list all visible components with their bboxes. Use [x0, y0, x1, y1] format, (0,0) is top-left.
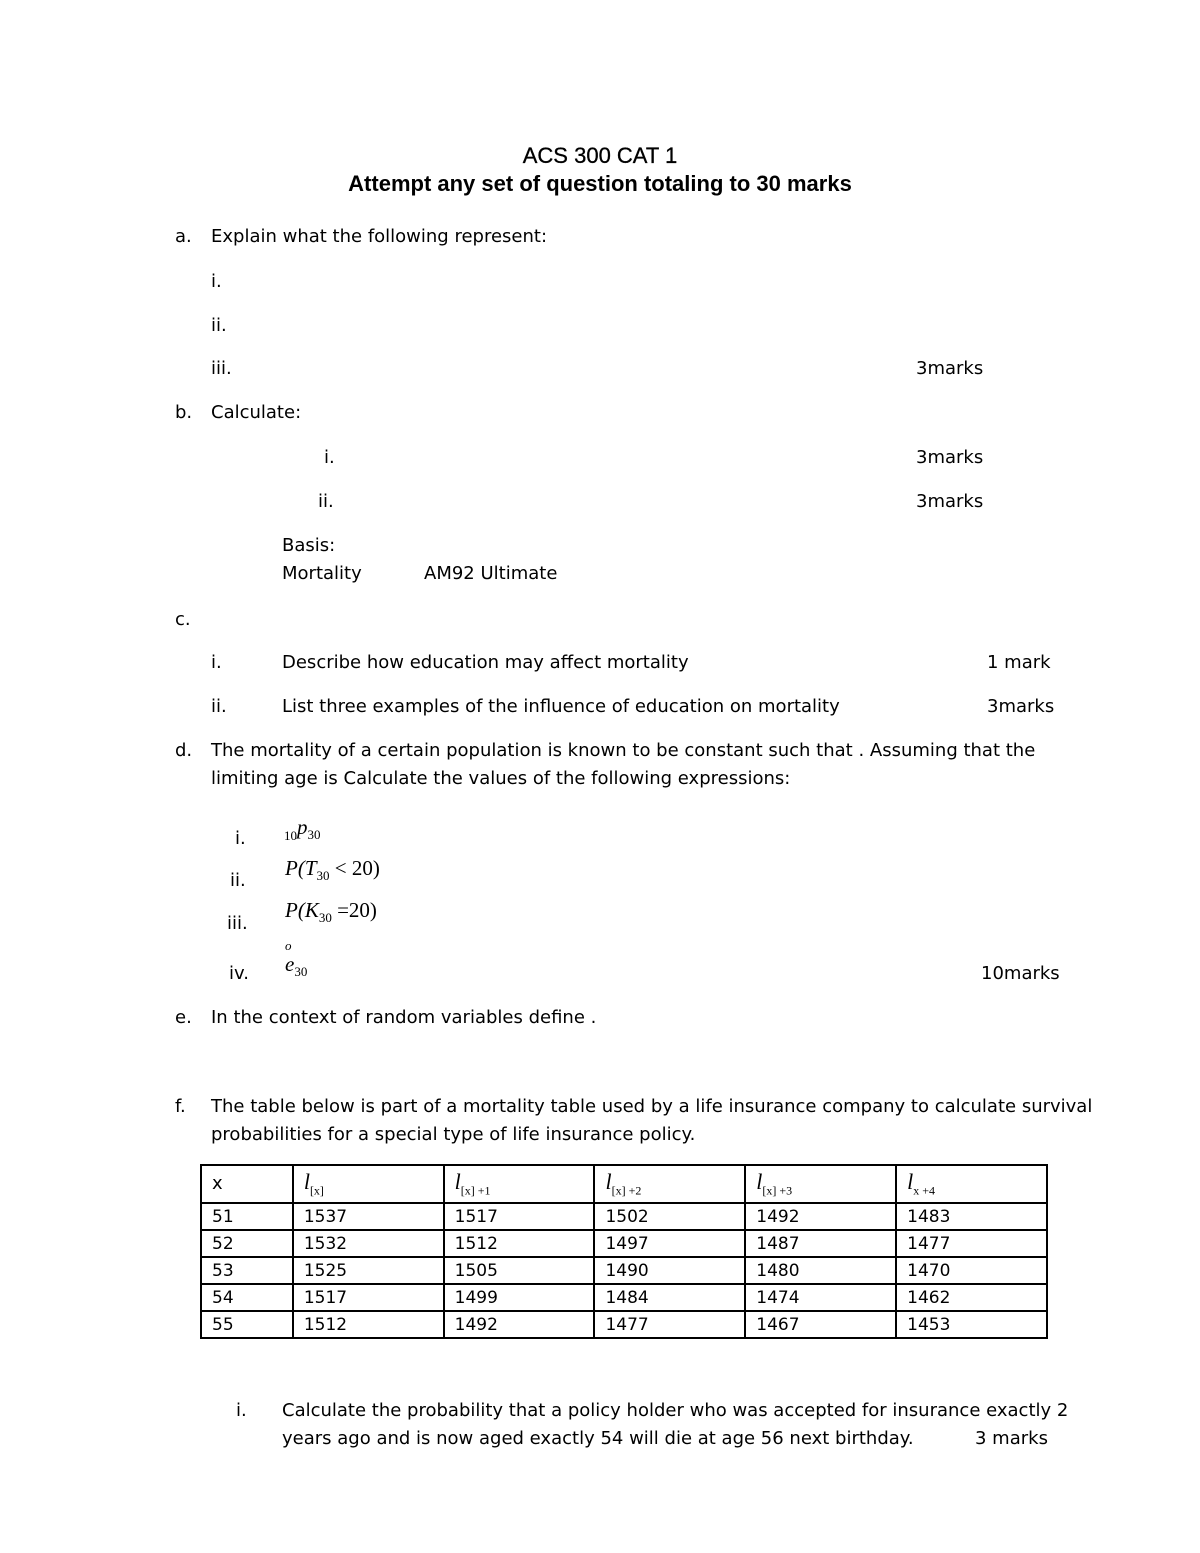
question-c-label: c.: [175, 609, 191, 630]
table-cell: 1517: [293, 1284, 444, 1311]
table-cell: 1477: [594, 1311, 745, 1338]
table-header-cell: $l_{[x] +2}$: [594, 1165, 745, 1203]
formula-10p30: $_{10}p_{30}$: [284, 815, 321, 843]
question-b-label: b.: [175, 402, 193, 423]
table-cell: 1492: [745, 1203, 896, 1230]
table-cell: 1462: [896, 1284, 1047, 1311]
question-a-label: a.: [175, 226, 192, 247]
table-cell: 1477: [896, 1230, 1047, 1257]
question-a-item: ii.: [211, 315, 227, 336]
table-cell: 1492: [444, 1311, 595, 1338]
basis-label: Basis:: [282, 535, 336, 556]
question-c-item-text: List three examples of the influence of education on mortality: [282, 696, 840, 717]
table-cell: 1505: [444, 1257, 595, 1284]
question-e-label: e.: [175, 1007, 192, 1028]
question-f-sub-marks: 3 marks: [975, 1428, 1048, 1449]
question-f-line1: The table below is part of a mortality table used by a life insurance company to calculate survival: [211, 1096, 1093, 1117]
question-d-item-num: iv.: [229, 963, 249, 984]
question-f-sub-line1: Calculate the probability that a policy holder who was accepted for insurance exactly 2: [282, 1400, 1069, 1421]
table-cell: 1537: [293, 1203, 444, 1230]
question-a-item: i.: [211, 271, 222, 292]
formula-e30-accent: o: [285, 938, 292, 953]
table-header-row: [201, 1165, 1047, 1203]
question-b-text: Calculate:: [211, 402, 302, 423]
question-c-item-num: i.: [211, 652, 222, 673]
table-row: [201, 1257, 1047, 1284]
table-cell: 1480: [745, 1257, 896, 1284]
table-cell: 55: [201, 1311, 293, 1338]
table-header-cell: $l_{x +4}$: [896, 1165, 1047, 1203]
mortality-table: [200, 1164, 1048, 1339]
question-c-item-num: ii.: [211, 696, 227, 717]
question-b-marks: 3marks: [916, 491, 984, 512]
table-cell: 1497: [594, 1230, 745, 1257]
table-cell: 1512: [293, 1311, 444, 1338]
table-cell: 1502: [594, 1203, 745, 1230]
table-cell: 1453: [896, 1311, 1047, 1338]
page-subtitle: Attempt any set of question totaling to 30 marks: [348, 171, 852, 196]
table-cell: 1532: [293, 1230, 444, 1257]
question-c-marks: 1 mark: [987, 652, 1051, 673]
question-d-line2: limiting age is Calculate the values of the following expressions:: [211, 768, 791, 789]
question-d-item-num: i.: [235, 828, 246, 849]
table-cell: 51: [201, 1203, 293, 1230]
question-d-item-num: iii.: [227, 913, 248, 934]
question-d-marks: 10marks: [981, 963, 1060, 984]
table-cell: 54: [201, 1284, 293, 1311]
table-cell: 1487: [745, 1230, 896, 1257]
question-f-line2: probabilities for a special type of life insurance policy.: [211, 1124, 696, 1145]
question-d-label: d.: [175, 740, 193, 761]
question-e-text: In the context of random variables define .: [211, 1007, 597, 1028]
basis-value: AM92 Ultimate: [424, 563, 558, 584]
question-b-marks: 3marks: [916, 447, 984, 468]
basis-key: Mortality: [282, 563, 362, 584]
table-cell: 1470: [896, 1257, 1047, 1284]
question-f-sub-num: i.: [236, 1400, 247, 1421]
table-cell: 52: [201, 1230, 293, 1257]
table-cell: 1517: [444, 1203, 595, 1230]
table-cell: 1474: [745, 1284, 896, 1311]
formula-p-t30: $P(T_{30} < 20)$: [285, 856, 380, 883]
question-a-text: Explain what the following represent:: [211, 226, 548, 247]
table-row: [201, 1203, 1047, 1230]
table-cell: 1490: [594, 1257, 745, 1284]
table-cell: 1467: [745, 1311, 896, 1338]
table-cell: 1484: [594, 1284, 745, 1311]
question-f-sub-line2: years ago and is now aged exactly 54 will die at age 56 next birthday.: [282, 1428, 914, 1449]
question-c-marks: 3marks: [987, 696, 1055, 717]
formula-p-k30: $P(K_{30} =20)$: [285, 898, 377, 925]
table-cell: 1512: [444, 1230, 595, 1257]
table-cell: 1525: [293, 1257, 444, 1284]
question-b-item: ii.: [318, 491, 334, 512]
question-d-item-num: ii.: [230, 870, 246, 891]
question-d-line1: The mortality of a certain population is known to be constant such that . Assuming that the: [211, 740, 1036, 761]
table-header-cell: $l_{[x] +3}$: [745, 1165, 896, 1203]
table-header-cell: $l_{[x]}$: [293, 1165, 444, 1203]
question-b-item: i.: [324, 447, 335, 468]
table-cell: 53: [201, 1257, 293, 1284]
question-f-label: f.: [175, 1096, 186, 1117]
table-header-cell: x: [201, 1165, 293, 1203]
formula-e30: $e_{30}$: [285, 952, 308, 979]
table-row: [201, 1230, 1047, 1257]
question-a-item: iii.: [211, 358, 232, 379]
page-title: ACS 300 CAT 1: [522, 143, 678, 168]
table-header-cell: $l_{[x] +1}$: [444, 1165, 595, 1203]
question-c-item-text: Describe how education may affect mortality: [282, 652, 689, 673]
table-cell: 1483: [896, 1203, 1047, 1230]
table-cell: 1499: [444, 1284, 595, 1311]
question-a-marks: 3marks: [916, 358, 984, 379]
table-row: [201, 1311, 1047, 1338]
table-row: [201, 1284, 1047, 1311]
